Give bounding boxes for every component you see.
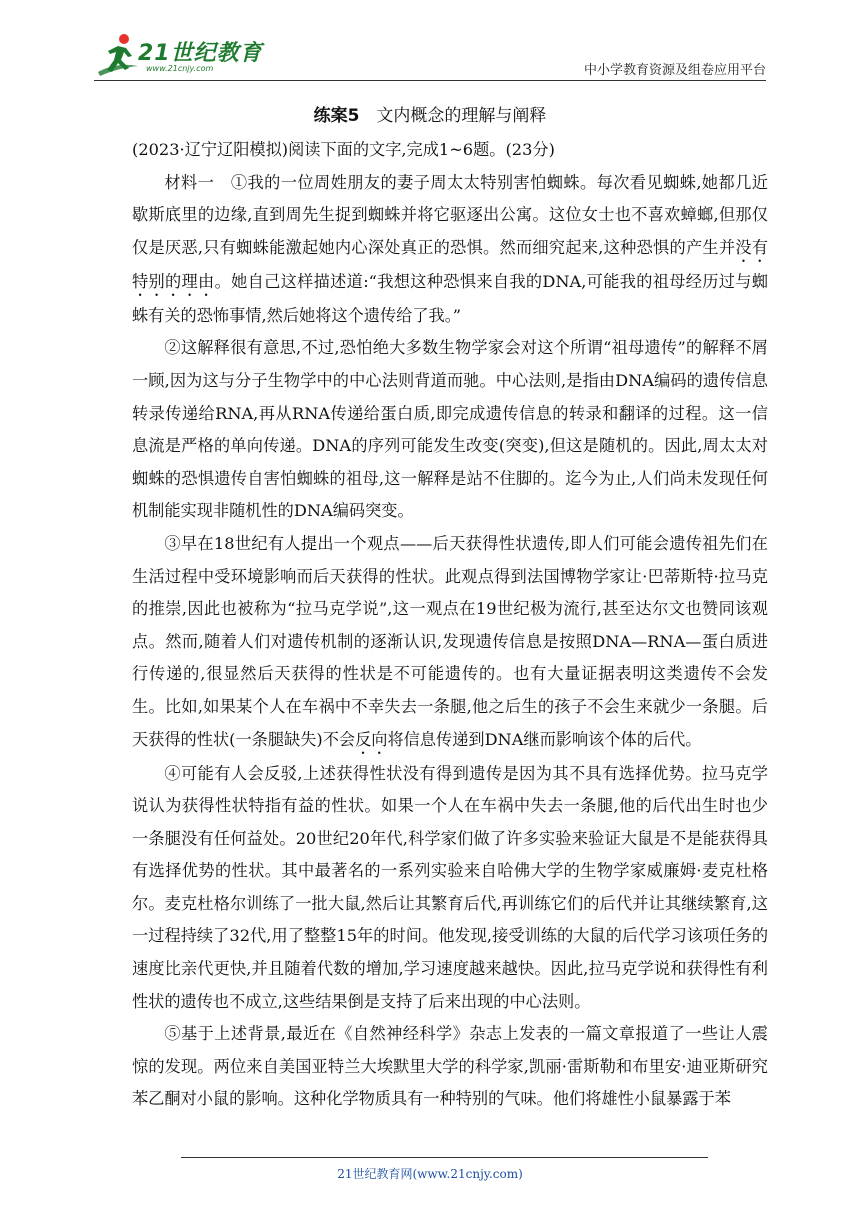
footer-divider — [181, 1157, 708, 1158]
runner-icon — [96, 32, 140, 78]
paragraph-3 — [132, 528, 768, 758]
page-footer[interactable]: 21世纪教育网(www.21cnjy.com) — [337, 1167, 523, 1181]
dotted-phrase: 没有特别的理由 — [132, 237, 769, 291]
dotted-word: 反向 — [355, 729, 388, 749]
header-divider — [94, 80, 766, 81]
logo-url: www.21cnjy.com — [146, 64, 214, 73]
paragraph-1-text-end: 。她自己这样描述道:“我想这种恐惧来自我的DNA,可能我的祖母经历过与蜘蛛有关的恐怖事情,然后她将这个遗传给了我。” — [132, 271, 768, 325]
article-body — [132, 134, 768, 1116]
paragraph-3-text: ③早在18世纪有人提出一个观点——后天获得性状遗传,即人们可能会遗传祖先们在生活过程中受环境影响而后天获得的性状。此观点得到法国博物学家让·巴蒂斯特·拉马克的推崇,因此也被称为“拉马克学说”,这一观点在19世纪极为流行,甚至达尔文也赞同该观点。然而,随着人们对遗传机制的逐渐认识,发现遗传信息是按照DNA—RNA—蛋白质进行传递的,很显然后天获得的性状是不可能遗传的。也有大量证据表明这类遗传不会发生。比如,如果某个人在车祸中不幸失去一条腿,他之后生的孩子不会生来就少一条腿。后天获得的性状(一条腿缺失)不会 — [132, 533, 768, 749]
platform-name: 中小学教育资源及组卷应用平台 — [583, 63, 766, 78]
paragraph-2: ②这解释很有意思,不过,恐怕绝大多数生物学家会对这个所谓“祖母遗传”的解释不屑一顾,因为这与分子生物学中的中心法则背道而驰。中心法则,是指由DNA编码的遗传信息转录传递给RNA,再从RNA传递给蛋白质,即完成遗传信息的转录和翻译的过程。这一信息流是严格的单向传递。DNA的序列可能发生改变(突变),但这是随机的。因此,周太太对蜘蛛的恐惧遗传自害怕蜘蛛的祖母,这一解释是站不住脚的。迄今为止,人们尚未发现任何机制能实现非随机性的DNA编码突变。 — [132, 338, 768, 521]
paragraph-1 — [132, 167, 768, 333]
paragraph-4: ④可能有人会反驳,上述获得性状没有得到遗传是因为其不具有选择优势。拉马克学说认为获得性状特指有益的性状。如果一个人在车祸中失去一条腿,他的后代出生时也少一条腿没有任何益处。20世纪20年代,科学家们做了许多实验来验证大鼠是不是能获得具有选择优势的性状。其中最著名的一系列实验来自哈佛大学的生物学家威廉姆·麦克杜格尔。麦克杜格尔训练了一批大鼠,然后让其繁育后代,再训练它们的后代并让其继续繁育,这一过程持续了32代,用了整整15年的时间。他发现,接受训练的大鼠的后代学习该项任务的速度比亲代更快,并且随着代数的增加,学习速度越来越快。因此,拉马克学说和获得性有利性状的遗传也不成立,这些结果倒是支持了后来出现的中心法则。 — [132, 763, 768, 1011]
logo-text: 21世纪教育 — [138, 41, 263, 66]
question-intro: (2023·辽宁辽阳模拟)阅读下面的文字,完成1~6题。(23分) — [132, 140, 555, 159]
page-header — [94, 30, 766, 82]
site-logo[interactable] — [94, 30, 274, 80]
page-title — [0, 101, 860, 126]
paragraph-3-text-end: 将信息传递到DNA继而影响该个体的后代。 — [387, 729, 702, 749]
paragraph-5: ⑤基于上述背景,最近在《自然神经科学》杂志上发表的一篇文章报道了一些让人震惊的发现。两位来自美国亚特兰大埃默里大学的科学家,凯丽·雷斯勒和布里安·迪亚斯研究苯乙酮对小鼠的影响。这种化学物质具有一种特别的气味。他们将雄性小鼠暴露于苯 — [132, 1024, 768, 1109]
exercise-label: 练案5 — [313, 106, 360, 126]
paragraph-1-text: 材料一 ①我的一位周姓朋友的妻子周太太特别害怕蜘蛛。每次看见蜘蛛,她都几近歇斯底里的边缘,直到周先生捉到蜘蛛并将它驱逐出公寓。这位女士也不喜欢蟑螂,但那仅仅是厌恶,只有蜘蛛能激起她内心深处真正的恐惧。然而细究起来,这种恐惧的产生并 — [132, 172, 768, 257]
title-text: 文内概念的理解与阐释 — [376, 106, 547, 126]
